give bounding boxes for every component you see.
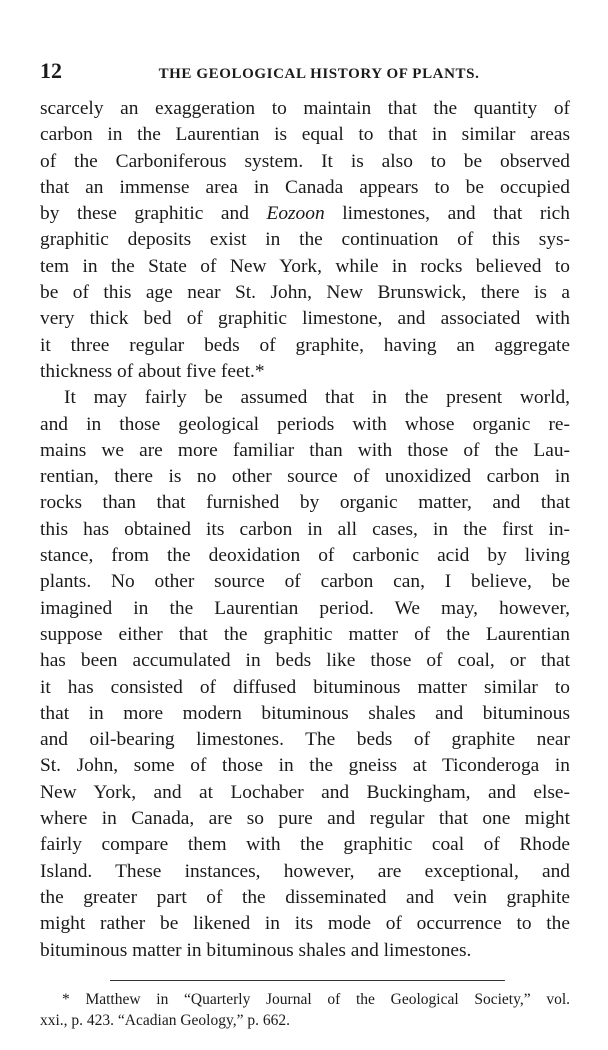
- text-line: New York, and at Lochaber and Buckingham, and else-: [40, 781, 570, 803]
- text-line: very thick bed of graphitic limestone, and associated with: [40, 308, 570, 330]
- text-line: it three regular beds of graphite, having an aggregate: [40, 334, 570, 356]
- footnote: [40, 989, 570, 1031]
- book-page: [40, 58, 570, 1031]
- text-line: scarcely an exaggeration to maintain that the quantity of: [40, 98, 570, 119]
- text-line: mains we are more familiar than with those of the Lau-: [40, 439, 570, 461]
- text-line: tem in the State of New York, while in rocks believed to: [40, 255, 570, 277]
- paragraph-2: [40, 385, 570, 964]
- text-line: rocks than that furnished by organic matter, and that: [40, 492, 570, 514]
- text-line: that an immense area in Canada appears to be occupied: [40, 176, 570, 198]
- text-segment: by these graphitic and: [40, 203, 267, 225]
- text-line: the greater part of the disseminated and vein graphite: [40, 886, 570, 908]
- body-text: [40, 96, 570, 964]
- text-line: graphitic deposits exist in the continuation of this sys-: [40, 229, 570, 251]
- text-line: it has consisted of diffused bituminous matter similar to: [40, 676, 570, 698]
- text-line: of the Carboniferous system. It is also to be observed: [40, 150, 570, 172]
- italic-term-eozoon: Eozoon: [266, 203, 325, 225]
- footnote-line: xxi., p. 423. “Acadian Geology,” p. 662.: [40, 1011, 290, 1029]
- text-line: St. John, some of those in the gneiss at Ticonderoga in: [40, 755, 570, 777]
- text-line: where in Canada, are so pure and regular that one might: [40, 808, 570, 830]
- text-line: Island. These instances, however, are exceptional, and: [40, 860, 570, 882]
- text-line: this has obtained its carbon in all cases, in the first in-: [40, 518, 570, 540]
- text-line: plants. No other source of carbon can, I believe, be: [40, 571, 570, 593]
- text-line: fairly compare them with the graphitic coal of Rhode: [40, 834, 570, 856]
- text-line: be of this age near St. John, New Brunswick, there is a: [40, 282, 570, 304]
- text-line: bituminous matter in bituminous shales and limestones.: [40, 939, 472, 961]
- text-line: suppose either that the graphitic matter of the Laurentian: [40, 623, 570, 645]
- text-line: that in more modern bituminous shales and bituminous: [40, 702, 570, 724]
- page-header: [40, 58, 570, 88]
- text-line: and oil-bearing limestones. The beds of graphite near: [40, 729, 570, 751]
- text-line: stance, from the deoxidation of carbonic acid by living: [40, 545, 570, 567]
- paragraph-1: [40, 96, 570, 385]
- text-line: has been accumulated in beds like those of coal, or that: [40, 650, 570, 672]
- text-line: rentian, there is no other source of unoxidized carbon in: [40, 466, 570, 488]
- text-line: carbon in the Laurentian is equal to that in similar areas: [40, 124, 570, 146]
- page-number: 12: [40, 58, 62, 83]
- text-line: thickness of about five feet.*: [40, 360, 265, 382]
- text-line: [40, 201, 570, 227]
- text-line: and in those geological periods with whose organic re-: [40, 413, 570, 435]
- text-line: imagined in the Laurentian period. We may, however,: [40, 597, 570, 619]
- text-segment: limestones, and that rich: [324, 203, 570, 225]
- running-title: THE GEOLOGICAL HISTORY OF PLANTS.: [158, 66, 480, 82]
- footnote-line: * Matthew in “Quarterly Journal of the Geological Society,” vol.: [62, 990, 570, 1008]
- text-line: might rather be likened in its mode of occurrence to the: [40, 913, 570, 935]
- footnote-divider: [110, 980, 505, 981]
- text-line: It may fairly be assumed that in the present world,: [64, 387, 570, 409]
